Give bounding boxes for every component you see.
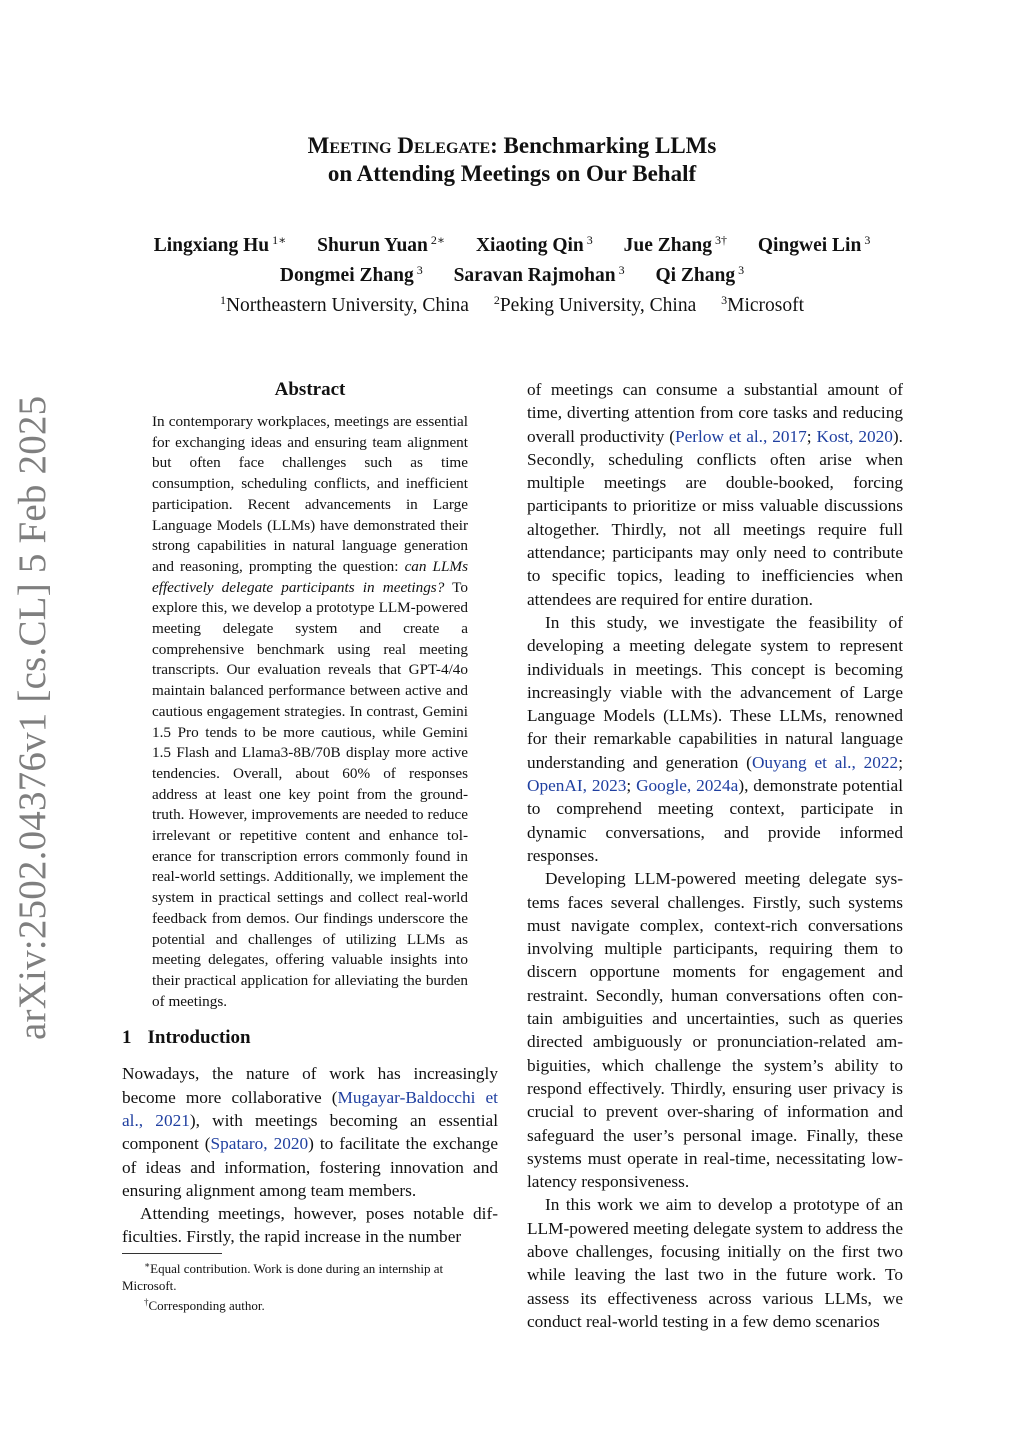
left-column <box>122 378 498 1314</box>
intro-paragraph-4: Developing LLM-powered meeting delegate systems faces several challenges. Firstly, such systems must navigate complex, context-rich conversations involving multiple participants, requiring them to discern opportune moments for engagement and restraint. Secondly, human conversations often contain ambiguities and uncertainties, such as queries directed ambiguously or pronunciation-related ambiguities, which challenge the system’s ability to respond effectively. Thirdly, ensuring user privacy is crucial to prevent over-sharing of information and safeguard the user’s personal image. Finally, these systems must operate in real-time, necessitating low-latency responsiveness. <box>527 869 903 1192</box>
affiliation: $^3$Microsoft <box>721 293 805 316</box>
citation-link[interactable]: Kost, 2020 <box>816 426 893 446</box>
intro-paragraph-1: Nowadays, the nature of work has increasingly become more collaborative (Mugayar-Baldocchi et al., 2021), with meetings becoming an essential component (Spataro, 2020) to facilitate the exchange of ideas and information, fostering innovation and ensuring alignment among team members. <box>122 1064 498 1200</box>
section-heading-introduction: 1 Introduction <box>122 1027 251 1049</box>
title-line2: on Attending Meetings on Our Behalf <box>327 161 697 186</box>
author: Qi Zhang $^3$ <box>655 263 745 286</box>
intro-paragraph-3: In this study, we investigate the feasibility of developing a meeting delegate system to represent individuals in meetings. This concept is becoming increasingly viable with the advancement of Large Language Models (LLMs). These LLMs, renowned for their remarkable capabilities in natural language understanding and generation (Ouyang et al., 2022; OpenAI, 2023; Google, 2024a), demonstrate potential to comprehend meeting context, participate in dynamic conversations, and provide informed responses. <box>527 612 904 865</box>
citation-link[interactable]: OpenAI, 2023 <box>527 776 627 796</box>
citation-link[interactable]: Google, 2024a <box>636 776 739 796</box>
affiliation: $^2$Peking University, China <box>493 293 697 316</box>
abstract-body: In contemporary workplaces, meetings are essential for exchanging ideas and ensuring team alignment but often face challenges such as time consumption, scheduling conflicts, and inefficient participation. Recent advancements in Large Language Models (LLMs) have demonstrated their strong capabilities in natural language generation and reasoning, prompting the question: can LLMs effectively delegate participants in meetings? To explore this, we develop a prototype LLM-powered meeting delegate system and create a comprehensive benchmark using real meeting transcripts. Our evaluation reveals that GPT-4/4o maintain balanced performance between active and cautious engagement strategies. In contrast, Gemini 1.5 Pro tends to be more cautious, while Gemini 1.5 Flash and Llama3-8B/70B display more active tendencies. Overall, about 60% of responses address at least one key point from the ground-truth. However, improvements are needed to reduce irrelevant or repetitive content and enhance tolerance for transcription errors commonly found in real-world settings. Additionally, we implement the system in practical settings and collect real-world feedback from demos. Our findings underscore the potential and challenges of utilizing LLMs as meeting delegates, offering valuable insights into their practical application for alleviating the burden of meetings. <box>152 413 468 1010</box>
intro-paragraph-2-continued: of meetings can consume a substantial amount of time, diverting attention from core tasks and reducing overall productivity (Perlow et al., 2017; Kost, 2020). Secondly, scheduling conflicts often arise when multiple meetings are double-booked, forcing participants to prioritize or miss valuable discussions altogether. Thirdly, not all meetings require full attendance; participants may only need to contribute to specific topics, leading to inefficiencies when attendees are required for entire duration. <box>527 380 903 609</box>
author-row-2 <box>100 258 924 288</box>
citation-link[interactable]: Mugayar-Baldocchi et al., 2021 <box>122 1087 498 1130</box>
citation-link[interactable]: Perlow et al., 2017 <box>675 426 807 446</box>
citation-link[interactable]: Ouyang et al., 2022 <box>751 752 899 772</box>
author: Saravan Rajmohan $^3$ <box>453 263 625 286</box>
footnote-equal-contribution: ∗Equal contribution. Work is done during an internship at Microsoft. <box>122 1259 444 1293</box>
paper-title <box>120 132 904 188</box>
arxiv-identifier-stamp: arXiv:2502.04376v1 [cs.CL] 5 Feb 2025 <box>11 395 54 1040</box>
title-line1-rest: : Benchmarking LLMs <box>490 133 717 158</box>
author: Shurun Yuan $^{2∗}$ <box>317 233 446 256</box>
affiliation: $^1$Northeastern University, China <box>219 293 469 316</box>
author: Qingwei Lin $^3$ <box>757 233 871 256</box>
intro-paragraph-2-start: Attending meetings, however, poses notable difficulties. Firstly, the rapid increase in the number <box>122 1204 498 1247</box>
title-system-name: Meeting Delegate <box>307 133 491 158</box>
author-row-1 <box>100 228 924 258</box>
author: Jue Zhang $^{3\dagger}$ <box>623 233 727 256</box>
footnote-divider <box>122 1253 222 1254</box>
author-block <box>100 228 924 318</box>
author: Lingxiang Hu $^{1∗}$ <box>153 233 287 256</box>
footnote-corresponding-author: †Corresponding author. <box>144 1296 265 1313</box>
abstract-heading: Abstract <box>274 379 346 400</box>
right-column <box>527 378 903 1333</box>
intro-paragraph-5: In this work we aim to develop a prototype of an LLM-powered meeting delegate system to address the above challenges, focusing initially on the first two while leaving the last two in the future work. To assess its effectiveness across various LLMs, we conduct real-world testing in a few demo scenarios <box>527 1195 903 1331</box>
author: Xiaoting Qin $^3$ <box>475 233 593 256</box>
author: Dongmei Zhang $^3$ <box>279 263 423 286</box>
affiliations <box>100 288 924 318</box>
citation-link[interactable]: Spataro, 2020 <box>210 1134 309 1154</box>
